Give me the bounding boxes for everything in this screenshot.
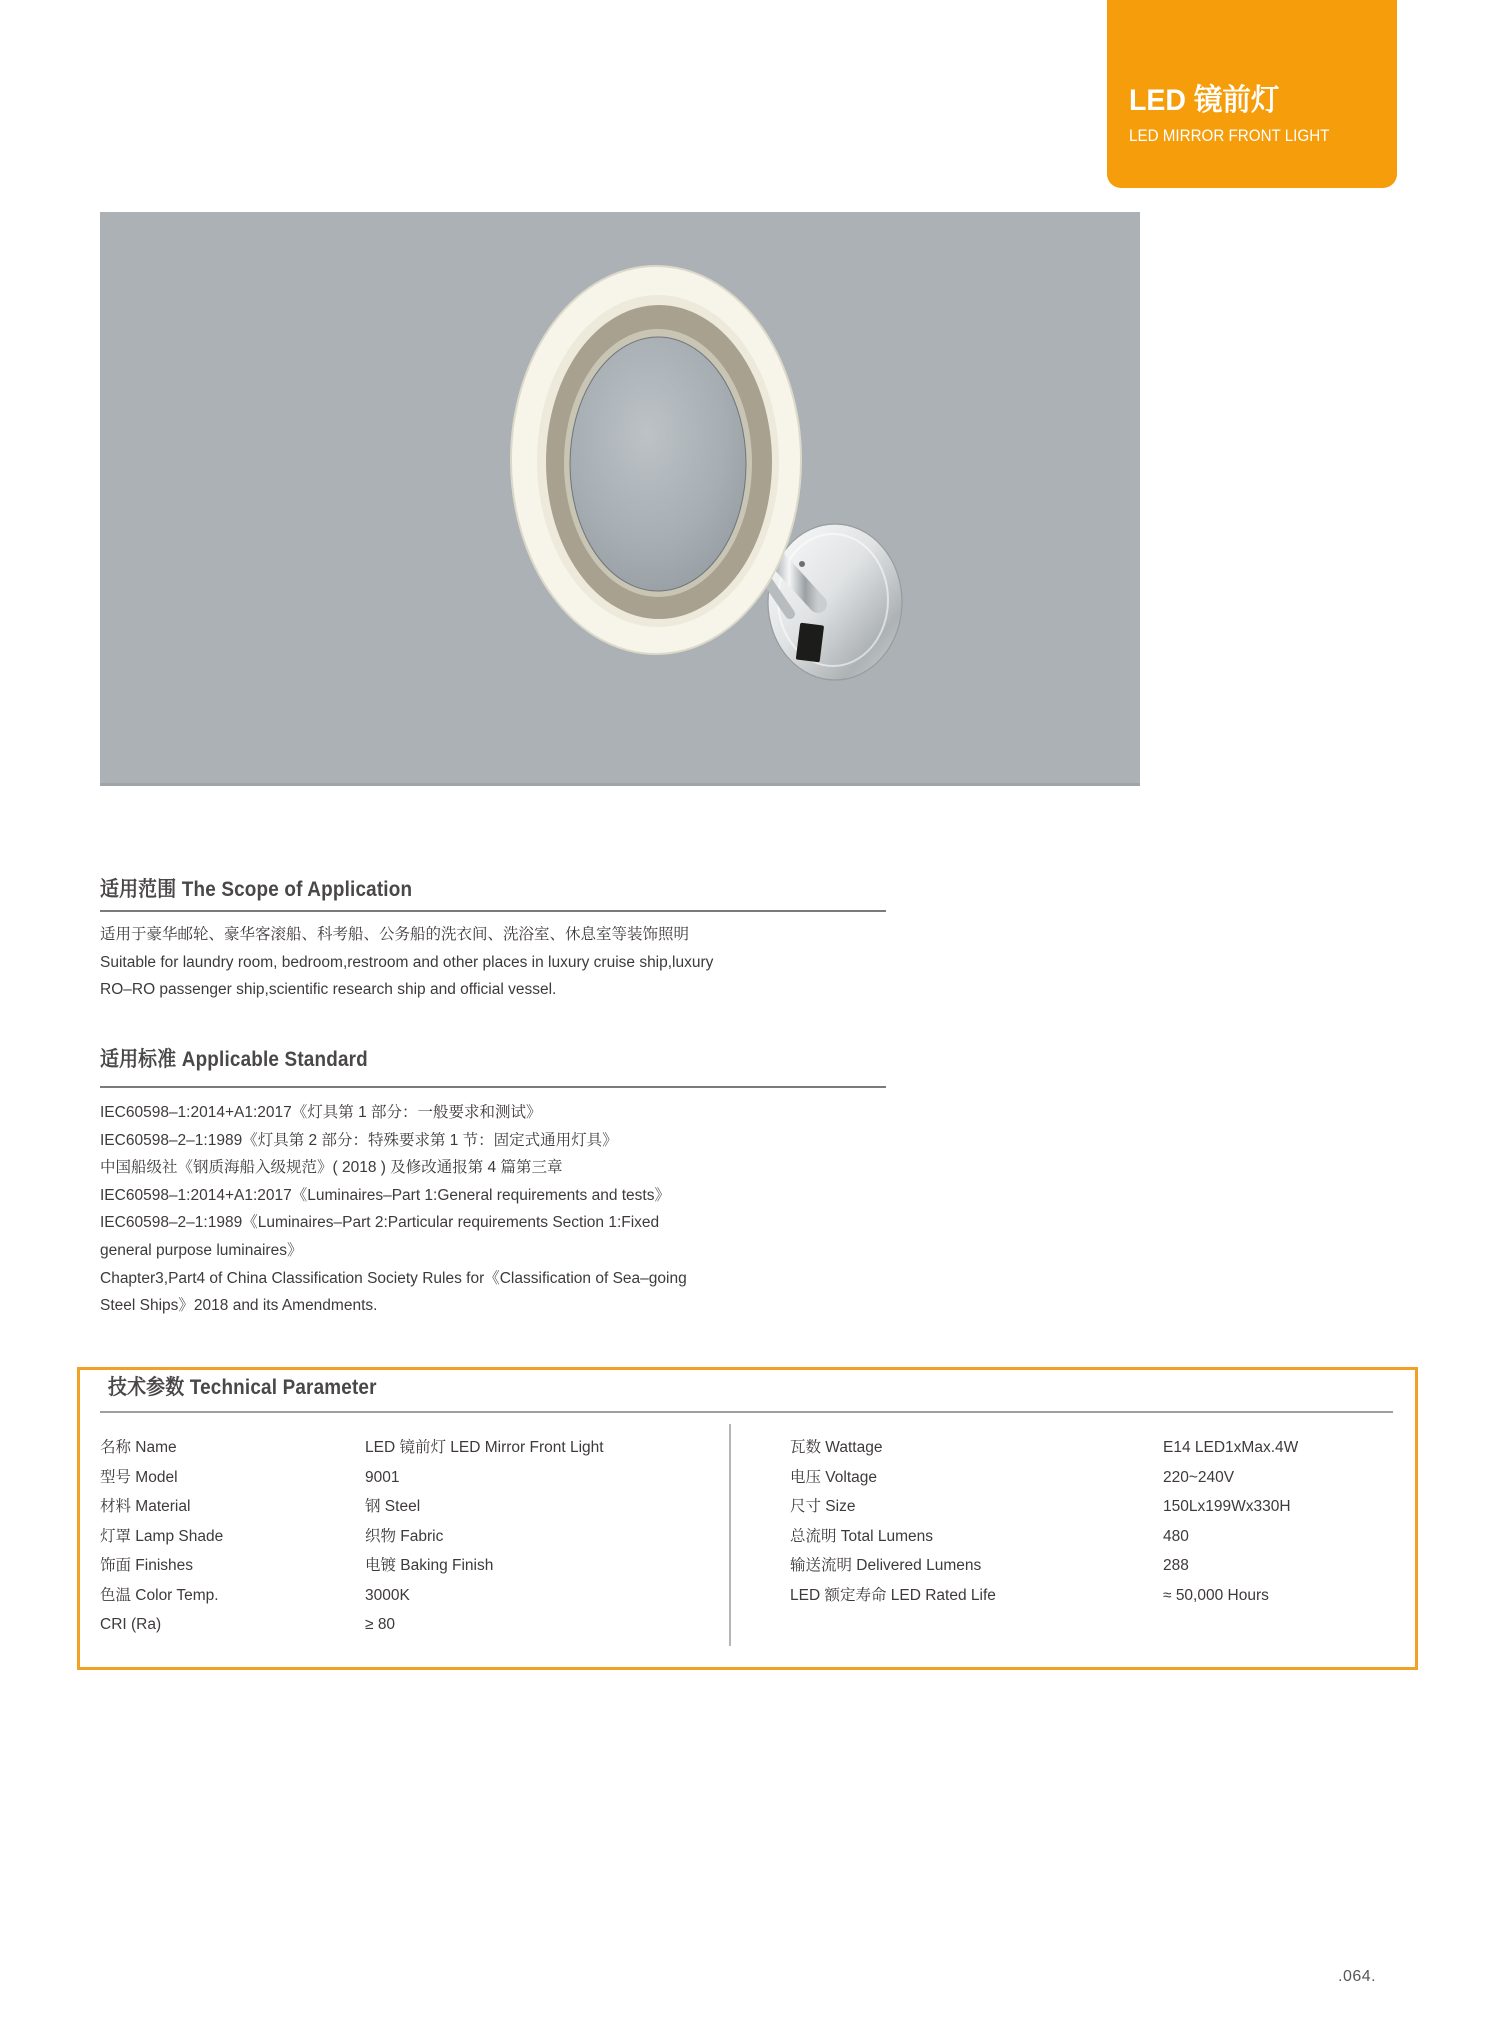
standards-line: Steel Ships》2018 and its Amendments. (100, 1297, 378, 1315)
standards-heading: 适用标准 Applicable Standard (100, 1048, 368, 1071)
param-value: ≈ 50,000 Hours (1163, 1586, 1269, 1604)
screw-dot (799, 561, 805, 567)
param-label: 瓦数 Wattage (790, 1439, 883, 1456)
param-label: CRI (Ra) (100, 1616, 162, 1633)
param-value: 钢 Steel (365, 1498, 421, 1515)
param-value: ≥ 80 (365, 1616, 396, 1633)
param-label: 输送流明 Delivered Lumens (790, 1557, 982, 1574)
param-label: 尺寸 Size (790, 1498, 856, 1515)
param-label: LED 额定寿命 LED Rated Life (790, 1586, 996, 1604)
param-label: 型号 Model (100, 1468, 178, 1486)
tech-right-labels (790, 1433, 996, 1610)
standards-line: general purpose luminaires》 (100, 1241, 303, 1259)
tech-column-divider (729, 1424, 731, 1646)
mirror-glass (570, 337, 746, 591)
standards-line: IEC60598–2–1:1989《Luminaires–Part 2:Particular requirements Section 1:Fixed (100, 1214, 660, 1232)
standards-line: IEC60598–1:2014+A1:2017《灯具第 1 部分：一般要求和测试》 (100, 1104, 542, 1121)
param-value: 织物 Fabric (365, 1527, 444, 1545)
badge-subtitle: LED MIRROR FRONT LIGHT (1129, 127, 1330, 145)
param-value: 150Lx199Wx330H (1163, 1498, 1291, 1515)
tech-left-labels (100, 1433, 223, 1640)
power-switch (796, 623, 824, 663)
param-value: 3000K (365, 1586, 410, 1604)
standards-underline (100, 1086, 886, 1088)
scope-line: RO–RO passenger ship,scientific research ship and official vessel. (100, 981, 557, 998)
param-value: 288 (1163, 1557, 1189, 1574)
mirror-head (511, 266, 801, 654)
param-value: 480 (1163, 1527, 1189, 1545)
standards-line: IEC60598–2–1:1989《灯具第 2 部分：特殊要求第 1 节：固定式通用灯具》 (100, 1131, 618, 1149)
scope-paragraph (100, 921, 713, 1004)
product-photo-panel (100, 212, 1140, 786)
param-label: 名称 Name (100, 1439, 177, 1456)
param-label: 饰面 Finishes (100, 1557, 194, 1574)
tech-right-values (1163, 1433, 1298, 1610)
param-value: LED 镜前灯 LED Mirror Front Light (365, 1439, 604, 1456)
param-label: 总流明 Total Lumens (790, 1527, 933, 1545)
scope-heading: 适用范围 The Scope of Application (100, 878, 413, 901)
standards-line: Chapter3,Part4 of China Classification Society Rules for《Classification of Sea–going (100, 1269, 687, 1287)
standards-line: 中国船级社《钢质海船入级规范》( 2018 ) 及修改通报第 4 篇第三章 (100, 1159, 563, 1177)
wall-mount-plate (768, 524, 902, 680)
param-value: 220~240V (1163, 1468, 1235, 1486)
param-value: E14 LED1xMax.4W (1163, 1439, 1299, 1456)
scope-underline (100, 910, 886, 912)
tech-left-values (365, 1433, 604, 1640)
scope-line: Suitable for laundry room, bedroom,restroom and other places in luxury cruise ship,luxury (100, 953, 714, 971)
standards-paragraph (100, 1099, 687, 1320)
param-value: 电镀 Baking Finish (365, 1557, 494, 1574)
badge-title: LED 镜前灯 (1129, 84, 1280, 117)
tech-heading: 技术参数 Technical Parameter (108, 1376, 377, 1399)
param-label: 灯罩 Lamp Shade (100, 1527, 224, 1545)
param-label: 材料 Material (100, 1498, 191, 1515)
page-number: .064. (1338, 1968, 1377, 1985)
param-label: 色温 Color Temp. (100, 1586, 219, 1604)
param-label: 电压 Voltage (790, 1468, 878, 1486)
tech-heading-underline (100, 1411, 1393, 1413)
standards-line: IEC60598–1:2014+A1:2017《Luminaires–Part 1:General requirements and tests》 (100, 1186, 670, 1204)
header-badge (1107, 0, 1397, 188)
product-illustration (100, 212, 1140, 783)
scope-line: 适用于豪华邮轮、豪华客滚船、科考船、公务船的洗衣间、洗浴室、休息室等装饰照明 (100, 926, 690, 943)
param-value: 9001 (365, 1468, 400, 1486)
